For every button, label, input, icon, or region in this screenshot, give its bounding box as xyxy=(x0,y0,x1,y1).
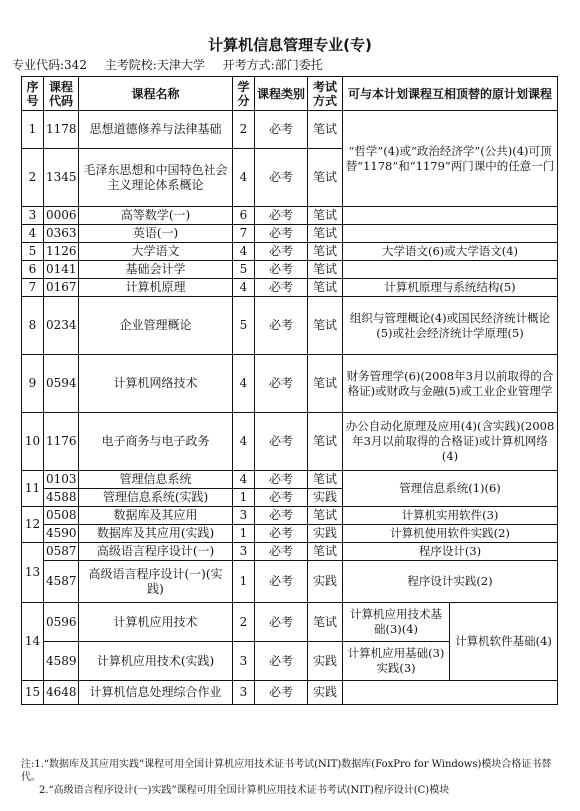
credit-cell: 1 xyxy=(233,489,255,507)
credit-cell: 4 xyxy=(233,413,255,471)
exam-cell: 笔试 xyxy=(308,543,343,561)
credit-cell: 7 xyxy=(233,225,255,243)
replace-cell: 计算机使用软件实践(2) xyxy=(343,525,558,543)
header-seq: 序号 xyxy=(22,77,44,111)
code-cell: 4648 xyxy=(44,681,79,705)
credit-cell: 5 xyxy=(233,297,255,355)
table-row xyxy=(22,507,558,525)
code-cell: 4589 xyxy=(44,642,79,681)
exam-cell: 笔试 xyxy=(308,111,343,149)
name-cell: 计算机应用技术(实践) xyxy=(79,642,233,681)
header-name: 课程名称 xyxy=(79,77,233,111)
exam-cell: 实践 xyxy=(308,561,343,603)
table-row xyxy=(22,603,558,642)
exam-cell: 实践 xyxy=(308,681,343,705)
exam-cell: 笔试 xyxy=(308,603,343,642)
type-cell: 必考 xyxy=(255,525,308,543)
name-cell: 管理信息系统(实践) xyxy=(79,489,233,507)
seq-cell: 14 xyxy=(22,603,44,681)
replace-cell: 程序设计(3) xyxy=(343,543,558,561)
program-meta xyxy=(12,56,337,73)
exam-mode: 开考方式:部门委托 xyxy=(222,58,323,72)
seq-cell: 7 xyxy=(22,279,44,297)
code-cell: 0587 xyxy=(44,543,79,561)
seq-cell: 2 xyxy=(22,149,44,207)
exam-cell: 实践 xyxy=(308,525,343,543)
code-cell: 0234 xyxy=(44,297,79,355)
footnote-1: 注:1.“数据库及其应用实践”课程可用全国计算机应用技术证书考试(NIT)数据库(FoxPro for Windows)模块合格证书替代。 xyxy=(21,759,552,783)
name-cell: 数据库及其应用 xyxy=(79,507,233,525)
name-cell: 企业管理概论 xyxy=(79,297,233,355)
table-row xyxy=(22,225,558,243)
exam-cell: 笔试 xyxy=(308,149,343,207)
exam-cell: 笔试 xyxy=(308,225,343,243)
type-cell: 必考 xyxy=(255,261,308,279)
type-cell: 必考 xyxy=(255,297,308,355)
exam-cell: 笔试 xyxy=(308,243,343,261)
type-cell: 必考 xyxy=(255,225,308,243)
replace-cell: 计算机软件基础(4) xyxy=(450,603,558,681)
table-row xyxy=(22,413,558,471)
seq-cell: 15 xyxy=(22,681,44,705)
replace-cell xyxy=(343,681,558,705)
name-cell: 计算机原理 xyxy=(79,279,233,297)
code-cell: 4588 xyxy=(44,489,79,507)
credit-cell: 5 xyxy=(233,261,255,279)
type-cell: 必考 xyxy=(255,471,308,489)
course-table xyxy=(21,76,558,705)
exam-cell: 笔试 xyxy=(308,261,343,279)
seq-cell: 8 xyxy=(22,297,44,355)
code-cell: 1176 xyxy=(44,413,79,471)
name-cell: 英语(一) xyxy=(79,225,233,243)
replace-cell: 大学语文(6)或大学语文(4) xyxy=(343,243,558,261)
type-cell: 必考 xyxy=(255,355,308,413)
page-title: 计算机信息管理专业(专) xyxy=(208,36,372,54)
header-code: 课程代码 xyxy=(44,77,79,111)
seq-cell: 11 xyxy=(22,471,44,507)
credit-cell: 4 xyxy=(233,355,255,413)
name-cell: 高级语言程序设计(一) xyxy=(79,543,233,561)
code-cell: 4587 xyxy=(44,561,79,603)
replace-cell: 办公自动化原理及应用(4)(含实践)(2008年3月以前取得的合格证)或计算机网络(4) xyxy=(343,413,558,471)
seq-cell: 10 xyxy=(22,413,44,471)
credit-cell: 3 xyxy=(233,543,255,561)
table-row xyxy=(22,297,558,355)
credit-cell: 2 xyxy=(233,111,255,149)
table-row xyxy=(22,681,558,705)
table-row xyxy=(22,111,558,149)
code-cell: 0508 xyxy=(44,507,79,525)
name-cell: 电子商务与电子政务 xyxy=(79,413,233,471)
exam-cell: 笔试 xyxy=(308,471,343,489)
replace-cell: 计算机应用技术基础(3)(4) xyxy=(343,603,450,642)
code-cell: 1178 xyxy=(44,111,79,149)
code-cell: 0103 xyxy=(44,471,79,489)
name-cell: 基础会计学 xyxy=(79,261,233,279)
table-row xyxy=(22,207,558,225)
type-cell: 必考 xyxy=(255,507,308,525)
name-cell: 毛泽东思想和中国特色社会主义理论体系概论 xyxy=(79,149,233,207)
credit-cell: 3 xyxy=(233,681,255,705)
seq-cell: 12 xyxy=(22,507,44,543)
code-cell: 0594 xyxy=(44,355,79,413)
type-cell: 必考 xyxy=(255,603,308,642)
seq-cell: 13 xyxy=(22,543,44,603)
replace-cell: 管理信息系统(1)(6) xyxy=(343,471,558,507)
name-cell: 数据库及其应用(实践) xyxy=(79,525,233,543)
code-cell: 4590 xyxy=(44,525,79,543)
footnote-2: 2.“高级语言程序设计(一)实践”课程可用全国计算机应用技术证书考试(NIT)程序设计(C)模块 xyxy=(39,785,450,796)
exam-cell: 笔试 xyxy=(308,297,343,355)
code-cell: 0363 xyxy=(44,225,79,243)
exam-cell: 实践 xyxy=(308,642,343,681)
header-credit: 学分 xyxy=(233,77,255,111)
type-cell: 必考 xyxy=(255,111,308,149)
code-cell: 0006 xyxy=(44,207,79,225)
seq-cell: 4 xyxy=(22,225,44,243)
credit-cell: 3 xyxy=(233,642,255,681)
credit-cell: 1 xyxy=(233,525,255,543)
credit-cell: 4 xyxy=(233,243,255,261)
name-cell: 计算机信息处理综合作业 xyxy=(79,681,233,705)
name-cell: 高级语言程序设计(一)(实践) xyxy=(79,561,233,603)
table-row xyxy=(22,261,558,279)
type-cell: 必考 xyxy=(255,243,308,261)
type-cell: 必考 xyxy=(255,279,308,297)
replace-cell xyxy=(343,261,558,279)
name-cell: 高等数学(一) xyxy=(79,207,233,225)
seq-cell: 5 xyxy=(22,243,44,261)
table-row xyxy=(22,471,558,489)
code-cell: 0141 xyxy=(44,261,79,279)
exam-cell: 笔试 xyxy=(308,207,343,225)
replace-cell xyxy=(343,207,558,225)
name-cell: 管理信息系统 xyxy=(79,471,233,489)
table-row xyxy=(22,543,558,561)
credit-cell: 6 xyxy=(233,207,255,225)
program-code: 专业代码:342 xyxy=(12,58,87,72)
seq-cell: 9 xyxy=(22,355,44,413)
credit-cell: 2 xyxy=(233,603,255,642)
replace-cell: 计算机应用基础(3)实践(3) xyxy=(343,642,450,681)
table-row xyxy=(22,561,558,603)
seq-cell: 1 xyxy=(22,111,44,149)
credit-cell: 1 xyxy=(233,561,255,603)
credit-cell: 4 xyxy=(233,279,255,297)
seq-cell: 3 xyxy=(22,207,44,225)
credit-cell: 3 xyxy=(233,507,255,525)
type-cell: 必考 xyxy=(255,642,308,681)
replace-cell: 组织与管理概论(4)或国民经济统计概论(5)或社会经济统计学原理(5) xyxy=(343,297,558,355)
table-row xyxy=(22,525,558,543)
replace-cell: 计算机实用软件(3) xyxy=(343,507,558,525)
credit-cell: 4 xyxy=(233,471,255,489)
exam-cell: 笔试 xyxy=(308,355,343,413)
name-cell: 思想道德修养与法律基础 xyxy=(79,111,233,149)
seq-cell: 6 xyxy=(22,261,44,279)
header-type: 课程类别 xyxy=(255,77,308,111)
table-row xyxy=(22,279,558,297)
footnotes xyxy=(21,758,561,797)
header-replace: 可与本计划课程互相顶替的原计划课程 xyxy=(343,77,558,111)
replace-cell: 财务管理学(6)(2008年3月以前取得的合格证)或财政与金融(5)或工业企业管理学 xyxy=(343,355,558,413)
exam-cell: 笔试 xyxy=(308,413,343,471)
replace-cell xyxy=(343,225,558,243)
host-school: 主考院校:天津大学 xyxy=(104,58,205,72)
type-cell: 必考 xyxy=(255,413,308,471)
header-exam: 考试方式 xyxy=(308,77,343,111)
exam-cell: 实践 xyxy=(308,489,343,507)
type-cell: 必考 xyxy=(255,681,308,705)
name-cell: 计算机应用技术 xyxy=(79,603,233,642)
table-header xyxy=(22,77,558,111)
type-cell: 必考 xyxy=(255,149,308,207)
code-cell: 0167 xyxy=(44,279,79,297)
type-cell: 必考 xyxy=(255,207,308,225)
table-row xyxy=(22,355,558,413)
type-cell: 必考 xyxy=(255,543,308,561)
type-cell: 必考 xyxy=(255,561,308,603)
exam-cell: 笔试 xyxy=(308,279,343,297)
replace-cell: 计算机原理与系统结构(5) xyxy=(343,279,558,297)
credit-cell: 4 xyxy=(233,149,255,207)
table-row xyxy=(22,243,558,261)
name-cell: 大学语文 xyxy=(79,243,233,261)
replace-cell: 程序设计实践(2) xyxy=(343,561,558,603)
code-cell: 1126 xyxy=(44,243,79,261)
code-cell: 1345 xyxy=(44,149,79,207)
code-cell: 0596 xyxy=(44,603,79,642)
type-cell: 必考 xyxy=(255,489,308,507)
name-cell: 计算机网络技术 xyxy=(79,355,233,413)
exam-cell: 笔试 xyxy=(308,507,343,525)
replace-cell: “哲学”(4)或“政治经济学”(公共)(4)可顶替“1178”和“1179”两门课中的任意一门 xyxy=(343,111,558,207)
